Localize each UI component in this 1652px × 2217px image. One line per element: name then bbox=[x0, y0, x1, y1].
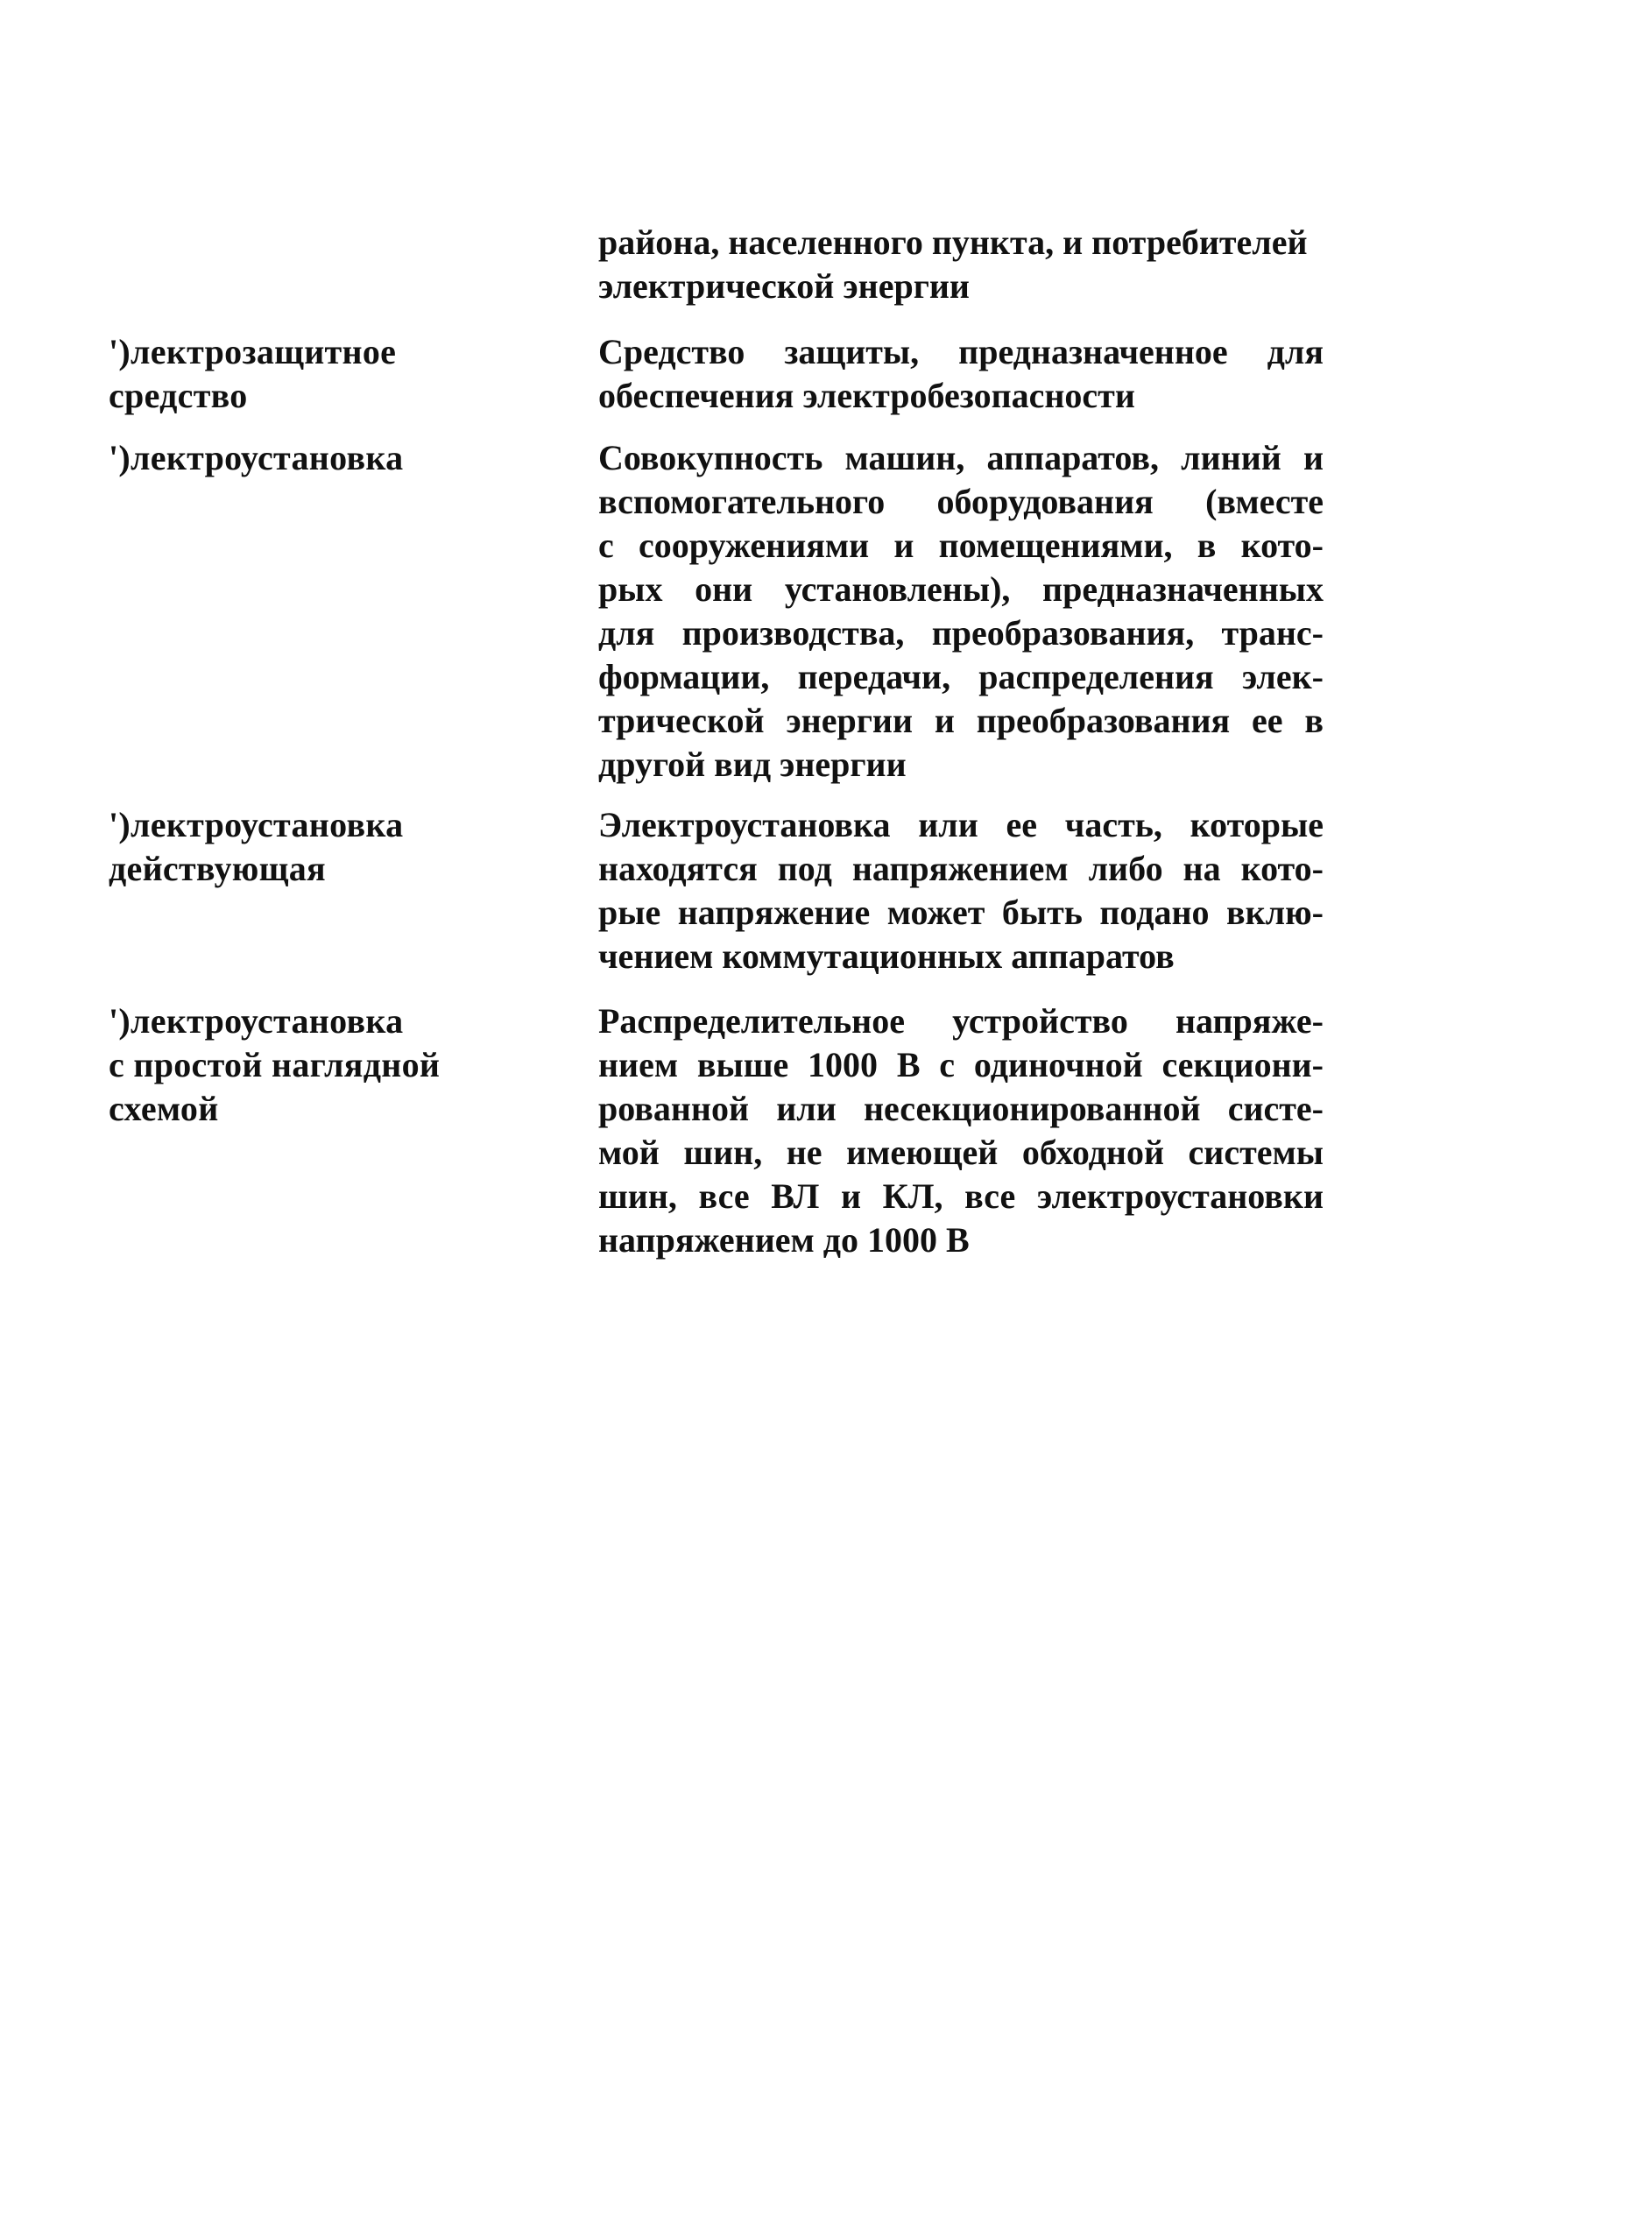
definition-line: рованной или несекционированной систе- bbox=[598, 1089, 1324, 1128]
term-line: с простой наглядной bbox=[109, 1045, 441, 1084]
term-line: ')лектроустановка bbox=[109, 805, 404, 844]
definition-line: находятся под напряжением либо на кото- bbox=[598, 849, 1324, 888]
entry-term bbox=[109, 436, 564, 480]
definition-line: Совокупность машин, аппаратов, линий и bbox=[598, 438, 1324, 477]
entry-definition bbox=[598, 999, 1324, 1262]
definition-line: рых они установлены), предназначенных bbox=[598, 569, 1324, 609]
definition-line: Средство защиты, предназначенное для bbox=[598, 332, 1324, 371]
definition-line: Электроустановка или ее часть, которые bbox=[598, 805, 1324, 844]
term-line: схемой bbox=[109, 1089, 219, 1128]
entry-definition bbox=[598, 803, 1324, 978]
definition-line: формации, передачи, распределения элек- bbox=[598, 657, 1324, 696]
definition-line: другой вид энергии bbox=[598, 745, 907, 784]
definition-line: обеспечения электробезопасности bbox=[598, 376, 1135, 415]
term-line: ')лектроустановка bbox=[109, 1001, 404, 1041]
entry-term bbox=[109, 803, 564, 891]
entry-term bbox=[109, 999, 564, 1131]
definition-line: электрической энергии bbox=[598, 266, 970, 306]
entry-definition bbox=[598, 221, 1324, 308]
definition-line: напряжением до 1000 В bbox=[598, 1220, 970, 1260]
entry-definition bbox=[598, 330, 1324, 418]
definition-line: чением коммутационных аппаратов bbox=[598, 936, 1175, 976]
entry-definition bbox=[598, 436, 1324, 787]
term-line: ')лектроустановка bbox=[109, 438, 404, 477]
definition-line: трической энергии и преобразования ее в bbox=[598, 701, 1324, 740]
term-line: ')лектрозащитное bbox=[109, 332, 397, 371]
definition-line: вспомогательного оборудования (вместе bbox=[598, 482, 1324, 521]
definition-line: с сооружениями и помещениями, в кото- bbox=[598, 526, 1324, 565]
term-line: средство bbox=[109, 376, 248, 415]
definition-line: для производства, преобразования, транс- bbox=[598, 613, 1324, 653]
definition-line: шин, все ВЛ и КЛ, все электроустановки bbox=[598, 1176, 1324, 1216]
definition-line: нием выше 1000 В с одиночной секциони- bbox=[598, 1045, 1324, 1084]
definition-line: рые напряжение может быть подано вклю- bbox=[598, 893, 1324, 932]
definition-line: района, населенного пункта, и потребителей bbox=[598, 222, 1308, 262]
definition-line: мой шин, не имеющей обходной системы bbox=[598, 1133, 1324, 1172]
entry-term bbox=[109, 330, 564, 418]
term-line: действующая bbox=[109, 849, 326, 888]
definition-line: Распределительное устройство напряже- bbox=[598, 1001, 1324, 1041]
